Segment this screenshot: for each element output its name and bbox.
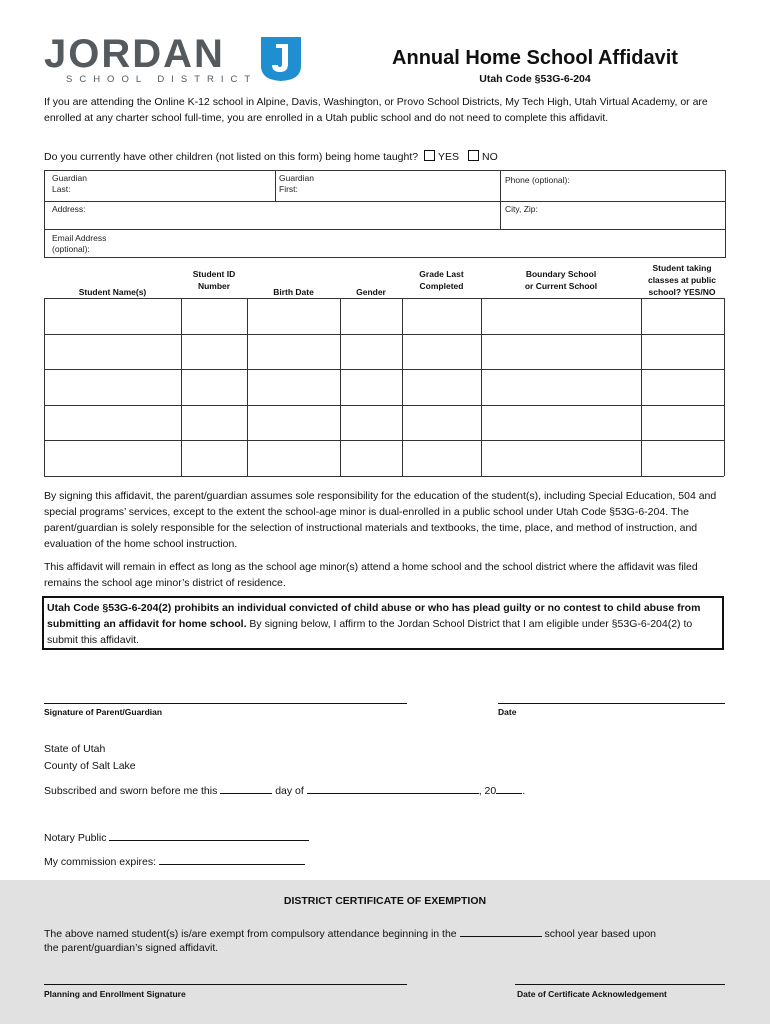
commission-label: My commission expires:	[44, 856, 157, 868]
phone-field[interactable]: Phone (optional):	[505, 175, 570, 185]
certificate-title: DISTRICT CERTIFICATE OF EXEMPTION	[283, 895, 487, 907]
logo-wordmark: JORDAN	[44, 32, 225, 76]
guardian-last-field[interactable]	[52, 173, 87, 195]
county-text: County of Salt Lake	[44, 760, 136, 772]
notice-bold: Utah Code §53G-6-204(2) prohibits an individual convicted of child abuse or who has plead guilty or no contest to child abuse from submitting an affidavit for home school.	[47, 602, 701, 630]
certificate-text-3: the parent/guardian’s signed affidavit.	[44, 942, 219, 954]
email-label: Email Address	[52, 233, 107, 243]
grid-divider	[500, 170, 501, 229]
certificate-text-1: The above named student(s) is/are exempt from compulsory attendance beginning in the	[44, 928, 457, 940]
certificate-date-label: Date of Certificate Acknowledgement	[517, 989, 667, 999]
email-field[interactable]	[52, 233, 106, 255]
table-row[interactable]	[44, 440, 724, 476]
responsibility-paragraph: By signing this affidavit, the parent/guardian assumes sole responsibility for the education of the student(s), including Special Education, 504 and special programs’ services, except to the extent the school-age minor is dual-enrolled in a public school under Utah Code §53G-6-204. The parent/guardian is solely responsible for the selection of instructional materials and textbooks, the time, place, and method of instruction, and evaluation of the home school instruction.	[44, 490, 717, 550]
header-gender: Gender	[356, 287, 386, 297]
question-text: Do you currently have other children (not listed on this form) being home taught?	[44, 151, 419, 163]
table-row[interactable]	[44, 334, 724, 370]
sworn-text-4: .	[522, 785, 526, 797]
header-student-id: Student ID Number	[192, 269, 236, 291]
email-label-2: (optional):	[52, 244, 90, 254]
commission-blank[interactable]	[159, 852, 305, 865]
effect-paragraph: This affidavit will remain in effect as long as the school age minor(s) attend a home school and the school district where the affidavit was filed remains the school age minor’s district of residence.	[44, 561, 698, 589]
sworn-line	[44, 781, 525, 799]
certificate-text-2: school year based upon	[544, 928, 656, 940]
jordan-j-shield-logo-icon	[259, 36, 303, 82]
school-year-blank[interactable]	[460, 924, 542, 937]
other-children-question	[44, 149, 498, 165]
guardian-first-label-2: First:	[279, 184, 298, 194]
table-row[interactable]	[44, 298, 724, 334]
guardian-info-grid	[44, 170, 726, 258]
certificate-date-line[interactable]	[515, 984, 725, 985]
date-label: Date	[498, 707, 517, 717]
sworn-day-blank[interactable]	[220, 781, 272, 794]
guardian-last-label: Guardian	[52, 173, 87, 183]
guardian-first-field[interactable]	[279, 173, 314, 195]
parent-signature-line[interactable]	[44, 703, 407, 704]
yes-label: YES	[438, 151, 460, 163]
date-signature-line[interactable]	[498, 703, 725, 704]
city-zip-field[interactable]: City, Zip:	[505, 204, 538, 214]
sworn-year-blank[interactable]	[496, 781, 522, 794]
grid-divider	[275, 170, 276, 201]
no-checkbox[interactable]	[468, 150, 479, 161]
table-column-line	[724, 298, 725, 476]
table-row-line	[44, 476, 724, 477]
header-grade-last: Grade Last Completed	[419, 269, 464, 291]
guardian-first-label: Guardian	[279, 173, 314, 183]
no-label: NO	[481, 151, 498, 163]
parent-signature-label: Signature of Parent/Guardian	[44, 707, 163, 717]
state-text: State of Utah	[44, 743, 106, 755]
guardian-last-label-2: Last:	[52, 184, 71, 194]
eligibility-notice	[42, 596, 724, 650]
notary-public-line	[44, 828, 309, 846]
notary-public-blank[interactable]	[109, 828, 309, 841]
grid-divider	[44, 229, 726, 230]
table-row[interactable]	[44, 405, 724, 441]
header-student-name: Student Name(s)	[78, 287, 147, 297]
sworn-month-blank[interactable]	[307, 781, 479, 794]
page-subtitle: Utah Code §53G-6-204	[479, 73, 591, 85]
enrollment-signature-line[interactable]	[44, 984, 407, 985]
header-birth-date: Birth Date	[273, 287, 314, 297]
yes-checkbox[interactable]	[424, 150, 435, 161]
enrollment-signature-label: Planning and Enrollment Signature	[44, 989, 186, 999]
sworn-text-2: day of	[275, 785, 304, 797]
logo-subtitle: SCHOOL DISTRICT	[66, 74, 258, 85]
address-field[interactable]: Address:	[52, 204, 86, 214]
notice-normal: By signing below, I affirm to the Jordan School District that I am eligible under §53G-6-204(2) to submit this affidavit.	[47, 618, 693, 646]
commission-line	[44, 852, 305, 870]
grid-divider	[44, 201, 726, 202]
sworn-text-3: , 20	[478, 785, 497, 797]
header-public-classes: Student taking classes at public school? YES/NO	[647, 263, 717, 297]
page-title: Annual Home School Affidavit	[392, 47, 678, 69]
header-boundary-school: Boundary School or Current School	[524, 269, 598, 291]
table-row[interactable]	[44, 369, 724, 405]
notary-public-label: Notary Public	[44, 832, 107, 844]
intro-paragraph: If you are attending the Online K-12 school in Alpine, Davis, Washington, or Provo School Districts, My Tech High, Utah Virtual Academy, or are enrolled at any charter school full-time, you are enrolled in a Utah public school and do not need to complete this affidavit.	[44, 96, 708, 124]
sworn-text-1: Subscribed and sworn before me this	[44, 785, 218, 797]
